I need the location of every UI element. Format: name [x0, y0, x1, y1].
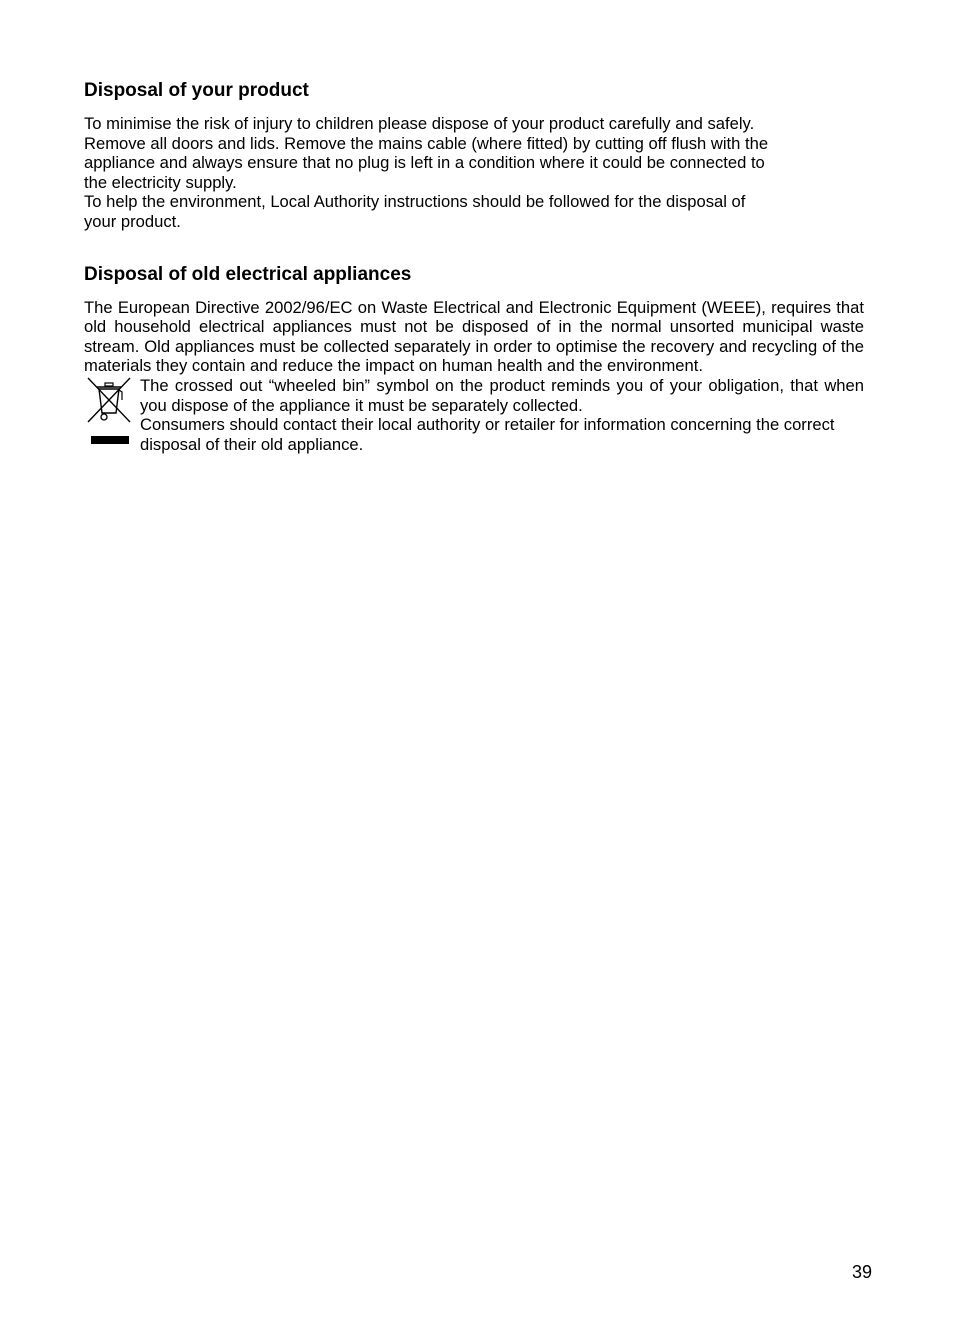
paragraph-line: the electricity supply.: [84, 172, 237, 192]
section-disposal-of-product: [84, 78, 864, 232]
weee-symbol-paragraph: The crossed out “wheeled bin” symbol on the product reminds you of your obligation, that when you dispose of the appliance it must be separately collected.: [140, 375, 864, 415]
paragraph-line: appliance and always ensure that no plug is left in a condition where it could be connected to: [84, 153, 765, 173]
page-number: 39: [851, 1262, 872, 1282]
weee-contact-paragraph: Consumers should contact their local authority or retailer for information concerning the correct disposal of their old appliance.: [140, 415, 835, 454]
paragraph-line: To minimise the risk of injury to children please dispose of your product carefully and safely.: [84, 114, 755, 133]
paragraph-line: your product.: [84, 211, 181, 231]
paragraph-line: To help the environment, Local Authority instructions should be followed for the disposal of: [84, 192, 746, 212]
weee-intro-paragraph: The European Directive 2002/96/EC on Waste Electrical and Electronic Equipment (WEEE), requires that old household electrical appliances must not be disposed of in the normal unsorted municipal waste stream. Old appliances must be collected separately in order to optimise the recovery and recycling of the materials they contain and reduce the impact on human health and the environment.: [84, 297, 864, 376]
crossed-out-wheeled-bin-icon: [84, 376, 140, 450]
weee-notice: [84, 376, 864, 454]
weee-text-block: [140, 376, 864, 454]
section-heading: Disposal of old electrical appliances: [84, 263, 412, 285]
section-spacer: [84, 232, 864, 262]
section-disposal-of-old-appliances: [84, 262, 864, 455]
document-page: [84, 78, 864, 454]
paragraph-line: Remove all doors and lids. Remove the mains cable (where fitted) by cutting off flush with the: [84, 133, 769, 153]
section-heading: Disposal of your product: [84, 80, 309, 101]
